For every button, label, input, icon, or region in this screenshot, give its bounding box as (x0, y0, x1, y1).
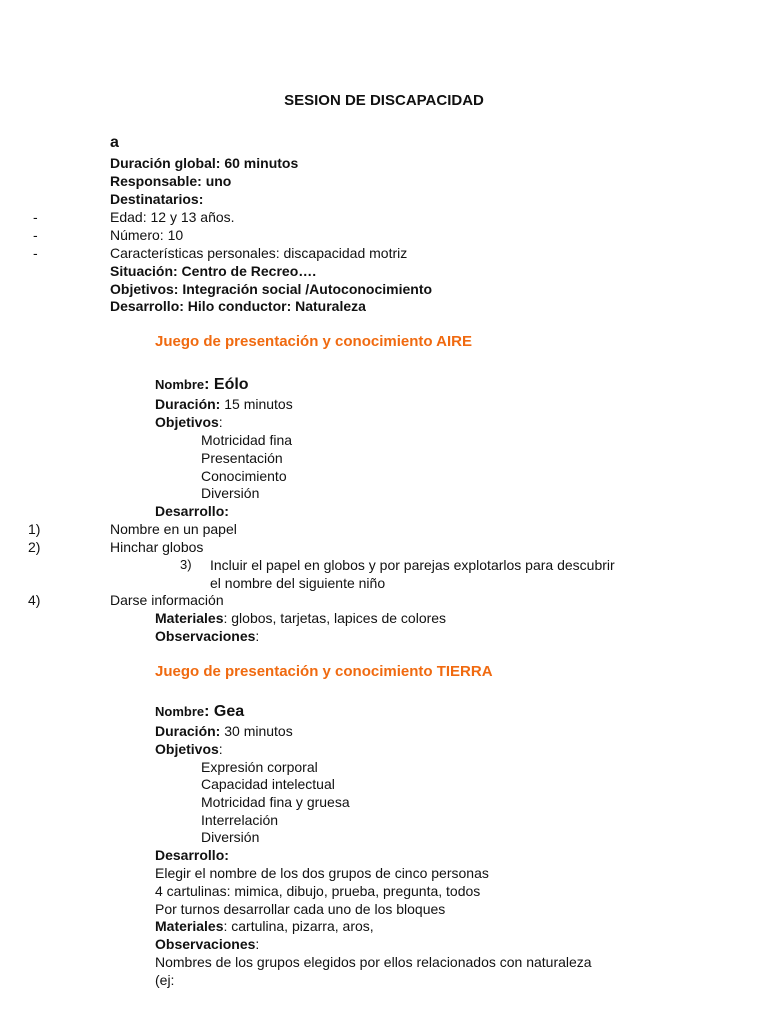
materials-value: : globos, tarjetas, lapices de colores (223, 610, 447, 626)
name-value: : Eólo (204, 376, 249, 393)
objective-item: Interrelación (201, 812, 279, 828)
name-value: : Gea (204, 703, 245, 720)
materials-value: : cartulina, pizarra, aros, (223, 918, 374, 934)
objectives-label: Objetivos (155, 741, 219, 757)
section-heading-aire: Juego de presentación y conocimiento AIRE (155, 333, 473, 350)
observation-line: Nombres de los grupos elegidos por ellos relacionados con naturaleza (155, 954, 592, 970)
objective-item: Presentación (201, 450, 283, 466)
objectives-colon: : (218, 414, 223, 430)
aire-development-label: Desarrollo: (155, 503, 229, 519)
objective-item: Diversión (201, 485, 260, 501)
bullet-dash: - (33, 209, 38, 225)
materials-label: Materiales (155, 610, 224, 626)
step-text: Nombre en un papel (110, 521, 237, 537)
document-title: SESION DE DISCAPACIDAD (284, 92, 484, 109)
objective-item: Motricidad fina y gruesa (201, 794, 350, 810)
characteristics: Características personales: discapacidad motriz (110, 245, 408, 261)
name-label: Nombre (155, 704, 205, 719)
number: Número: 10 (110, 227, 184, 243)
development-line: Elegir el nombre de los dos grupos de cinco personas (155, 865, 489, 881)
duration-value: 15 minutos (220, 396, 293, 412)
step-number: 2) (28, 539, 41, 555)
observations-label: Observaciones (155, 936, 256, 952)
aire-duration (155, 395, 293, 413)
objective-item: Diversión (201, 829, 260, 845)
observations-colon: : (255, 628, 260, 644)
tierra-materials (155, 917, 374, 935)
header-letter: a (110, 134, 119, 151)
name-label: Nombre (155, 377, 205, 392)
step-text: Incluir el papel en globos y por parejas explotarlos para descubrir (210, 557, 615, 573)
step-number: 3) (180, 557, 192, 572)
tierra-observations (155, 935, 259, 953)
objectives-label: Objetivos (155, 414, 219, 430)
observations-label: Observaciones (155, 628, 256, 644)
objective-item: Conocimiento (201, 468, 287, 484)
tierra-objectives-label (155, 740, 223, 758)
objective-item: Motricidad fina (201, 432, 293, 448)
duration-label: Duración: (155, 723, 221, 739)
aire-observations (155, 627, 259, 645)
aire-objectives-label (155, 413, 223, 431)
bullet-dash: - (33, 245, 38, 261)
objectives: Objetivos: Integración social /Autoconocimiento (110, 281, 433, 297)
age: Edad: 12 y 13 años. (110, 209, 235, 225)
observations-colon: : (255, 936, 260, 952)
responsible: Responsable: uno (110, 173, 232, 189)
step-number: 1) (28, 521, 41, 537)
bullet-dash: - (33, 227, 38, 243)
tierra-name (155, 702, 244, 721)
development: Desarrollo: Hilo conductor: Naturaleza (110, 298, 366, 314)
objective-item: Capacidad intelectual (201, 776, 335, 792)
section-heading-tierra: Juego de presentación y conocimiento TIERRA (155, 663, 493, 680)
step-text-continued: el nombre del siguiente niño (210, 575, 386, 591)
duration-value: 30 minutos (220, 723, 293, 739)
observation-line: (ej: (155, 972, 175, 988)
recipients-label: Destinatarios: (110, 191, 204, 207)
situation: Situación: Centro de Recreo…. (110, 263, 317, 279)
duration-label: Duración: (155, 396, 221, 412)
tierra-development-label: Desarrollo: (155, 847, 229, 863)
global-duration: Duración global: 60 minutos (110, 155, 299, 171)
step-text: Darse información (110, 592, 224, 608)
aire-name (155, 375, 249, 394)
step-number: 4) (28, 592, 41, 608)
tierra-duration (155, 722, 293, 740)
development-line: 4 cartulinas: mimica, dibujo, prueba, pregunta, todos (155, 883, 481, 899)
objectives-colon: : (218, 741, 223, 757)
aire-materials (155, 609, 446, 627)
development-line: Por turnos desarrollar cada uno de los bloques (155, 901, 446, 917)
step-text: Hinchar globos (110, 539, 204, 555)
objective-item: Expresión corporal (201, 759, 318, 775)
materials-label: Materiales (155, 918, 224, 934)
